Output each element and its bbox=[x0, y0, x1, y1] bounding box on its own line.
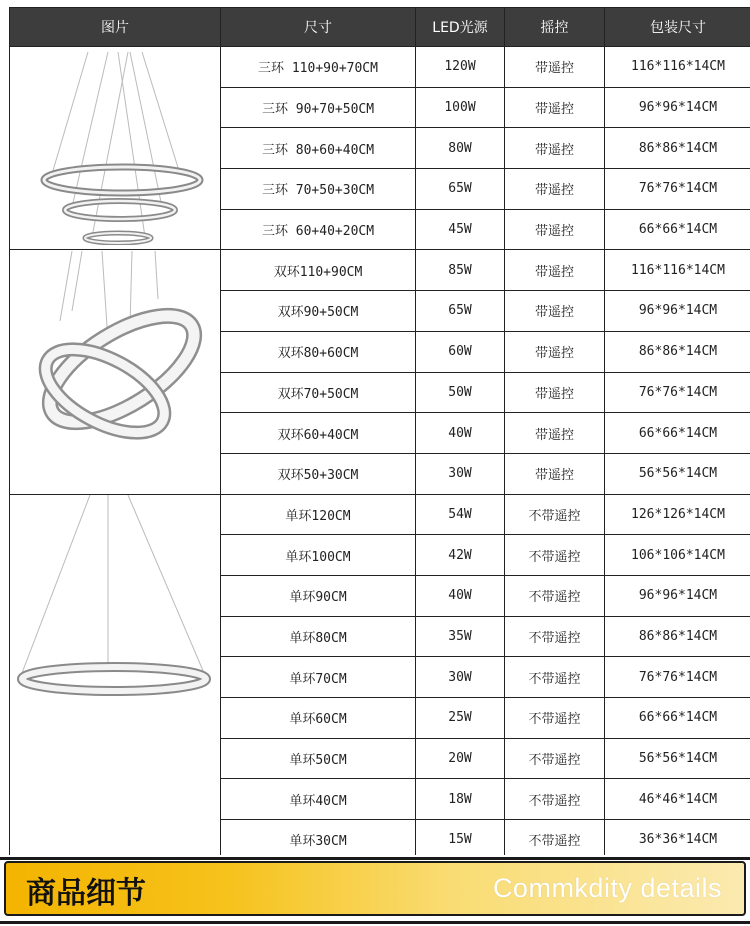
package-cell: 46*46*14CM bbox=[605, 779, 750, 820]
size-cell: 单环30CM bbox=[221, 820, 416, 861]
remote-cell: 不带遥控 bbox=[505, 738, 605, 779]
remote-cell: 带遥控 bbox=[505, 331, 605, 372]
size-cell: 单环80CM bbox=[221, 616, 416, 657]
led-cell: 45W bbox=[416, 209, 505, 250]
led-cell: 18W bbox=[416, 779, 505, 820]
footer-bottom-line bbox=[0, 921, 750, 924]
package-cell: 126*126*14CM bbox=[605, 494, 750, 535]
size-cell: 双环70+50CM bbox=[221, 372, 416, 413]
package-cell: 86*86*14CM bbox=[605, 331, 750, 372]
led-cell: 40W bbox=[416, 413, 505, 454]
led-cell: 15W bbox=[416, 820, 505, 861]
remote-cell: 不带遥控 bbox=[505, 535, 605, 576]
single-ring-chandelier-icon bbox=[10, 495, 220, 859]
led-cell: 50W bbox=[416, 372, 505, 413]
package-cell: 86*86*14CM bbox=[605, 128, 750, 169]
size-cell: 单环100CM bbox=[221, 535, 416, 576]
package-cell: 66*66*14CM bbox=[605, 413, 750, 454]
led-cell: 54W bbox=[416, 494, 505, 535]
table-row bbox=[10, 250, 750, 291]
header-led: LED光源 bbox=[416, 8, 505, 47]
package-cell: 56*56*14CM bbox=[605, 738, 750, 779]
spec-body bbox=[10, 47, 750, 861]
package-cell: 76*76*14CM bbox=[605, 657, 750, 698]
led-cell: 65W bbox=[416, 291, 505, 332]
size-cell: 单环60CM bbox=[221, 698, 416, 739]
footer-divider bbox=[0, 857, 750, 860]
size-cell: 双环110+90CM bbox=[221, 250, 416, 291]
details-banner bbox=[4, 861, 746, 916]
size-cell: 双环50+30CM bbox=[221, 453, 416, 494]
led-cell: 120W bbox=[416, 47, 505, 88]
product-image-cell bbox=[10, 250, 221, 494]
three-ring-chandelier-icon bbox=[10, 52, 220, 245]
table-row bbox=[10, 47, 750, 88]
remote-cell: 带遥控 bbox=[505, 169, 605, 210]
led-cell: 60W bbox=[416, 331, 505, 372]
header-image: 图片 bbox=[10, 8, 221, 47]
header-size: 尺寸 bbox=[221, 8, 416, 47]
remote-cell: 带遥控 bbox=[505, 87, 605, 128]
remote-cell: 带遥控 bbox=[505, 413, 605, 454]
package-cell: 76*76*14CM bbox=[605, 372, 750, 413]
remote-cell: 带遥控 bbox=[505, 250, 605, 291]
led-cell: 42W bbox=[416, 535, 505, 576]
size-cell: 单环90CM bbox=[221, 575, 416, 616]
package-cell: 76*76*14CM bbox=[605, 169, 750, 210]
remote-cell: 不带遥控 bbox=[505, 698, 605, 739]
size-cell: 单环40CM bbox=[221, 779, 416, 820]
package-cell: 96*96*14CM bbox=[605, 291, 750, 332]
details-subtitle: Commkdity details bbox=[492, 873, 722, 903]
product-image-cell bbox=[10, 494, 221, 860]
led-cell: 40W bbox=[416, 575, 505, 616]
package-cell: 116*116*14CM bbox=[605, 250, 750, 291]
remote-cell: 带遥控 bbox=[505, 47, 605, 88]
led-cell: 100W bbox=[416, 87, 505, 128]
product-image-cell bbox=[10, 47, 221, 250]
size-cell: 单环120CM bbox=[221, 494, 416, 535]
package-cell: 56*56*14CM bbox=[605, 453, 750, 494]
table-row bbox=[10, 494, 750, 535]
size-cell: 双环90+50CM bbox=[221, 291, 416, 332]
package-cell: 36*36*14CM bbox=[605, 820, 750, 861]
remote-cell: 带遥控 bbox=[505, 291, 605, 332]
size-cell: 双环80+60CM bbox=[221, 331, 416, 372]
remote-cell: 不带遥控 bbox=[505, 575, 605, 616]
led-cell: 30W bbox=[416, 657, 505, 698]
remote-cell: 带遥控 bbox=[505, 372, 605, 413]
package-cell: 96*96*14CM bbox=[605, 575, 750, 616]
remote-cell: 不带遥控 bbox=[505, 657, 605, 698]
size-cell: 三环 70+50+30CM bbox=[221, 169, 416, 210]
package-cell: 116*116*14CM bbox=[605, 47, 750, 88]
size-cell: 单环50CM bbox=[221, 738, 416, 779]
led-cell: 85W bbox=[416, 250, 505, 291]
package-cell: 96*96*14CM bbox=[605, 87, 750, 128]
led-cell: 35W bbox=[416, 616, 505, 657]
size-cell: 双环60+40CM bbox=[221, 413, 416, 454]
remote-cell: 带遥控 bbox=[505, 209, 605, 250]
led-cell: 25W bbox=[416, 698, 505, 739]
spec-table bbox=[9, 7, 750, 861]
led-cell: 65W bbox=[416, 169, 505, 210]
remote-cell: 不带遥控 bbox=[505, 616, 605, 657]
size-cell: 三环 90+70+50CM bbox=[221, 87, 416, 128]
size-cell: 三环 110+90+70CM bbox=[221, 47, 416, 88]
led-cell: 20W bbox=[416, 738, 505, 779]
remote-cell: 不带遥控 bbox=[505, 820, 605, 861]
package-cell: 86*86*14CM bbox=[605, 616, 750, 657]
led-cell: 80W bbox=[416, 128, 505, 169]
header-row bbox=[10, 8, 750, 47]
size-cell: 三环 60+40+20CM bbox=[221, 209, 416, 250]
remote-cell: 带遥控 bbox=[505, 128, 605, 169]
package-cell: 106*106*14CM bbox=[605, 535, 750, 576]
remote-cell: 不带遥控 bbox=[505, 494, 605, 535]
size-cell: 三环 80+60+40CM bbox=[221, 128, 416, 169]
double-ring-chandelier-icon bbox=[10, 251, 220, 493]
header-remote: 摇控 bbox=[505, 8, 605, 47]
details-title: 商品细节 bbox=[26, 876, 146, 911]
package-cell: 66*66*14CM bbox=[605, 209, 750, 250]
led-cell: 30W bbox=[416, 453, 505, 494]
remote-cell: 不带遥控 bbox=[505, 779, 605, 820]
package-cell: 66*66*14CM bbox=[605, 698, 750, 739]
size-cell: 单环70CM bbox=[221, 657, 416, 698]
header-package: 包装尺寸 bbox=[605, 8, 750, 47]
remote-cell: 带遥控 bbox=[505, 453, 605, 494]
